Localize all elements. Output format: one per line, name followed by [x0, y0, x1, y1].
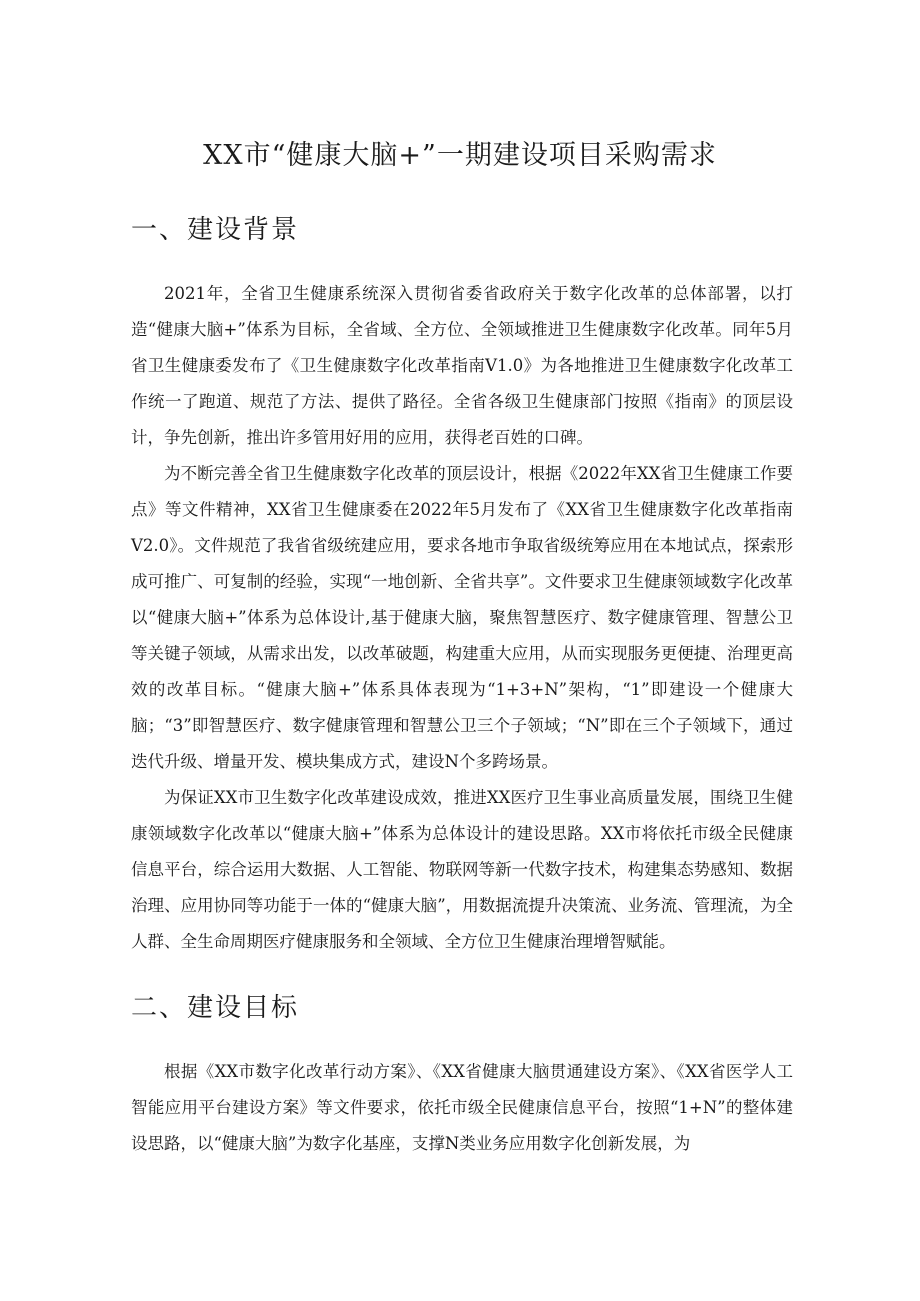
section-heading-goals: 二、建设目标 [131, 993, 300, 1023]
paragraph: 2021年，全省卫生健康系统深入贯彻省委省政府关于数字化改革的总体部署，以打造“健康大脑+”体系为目标，全省域、全方位、全领域推进卫生健康数字化改革。同年5月省卫生健康委发布了《卫生健康数字化改革指南V1.0》为各地推进卫生健康数字化改革工作统一了跑道、规范了方法、提供了路径。全省各级卫生健康部门按照《指南》的顶层设计，争先创新，推出许多管用好用的应用，获得老百姓的口碑。 [131, 284, 793, 447]
section-body-goals [131, 1054, 793, 1162]
section-heading-background: 一、建设背景 [131, 215, 300, 245]
section-body-background [131, 276, 793, 960]
document-title: XX市“健康大脑+”一期建设项目采购需求 [203, 140, 717, 171]
paragraph: 根据《XX市数字化改革行动方案》、《XX省健康大脑贯通建设方案》、《XX省医学人工智能应用平台建设方案》等文件要求，依托市级全民健康信息平台，按照“1+N”的整体建设思路，以“健康大脑”为数字化基座，支撑N类业务应用数字化创新发展，为 [131, 1062, 793, 1153]
paragraph: 为保证XX市卫生数字化改革建设成效，推进XX医疗卫生事业高质量发展，围绕卫生健康领域数字化改革以“健康大脑+”体系为总体设计的建设思路。XX市将依托市级全民健康信息平台，综合运用大数据、人工智能、物联网等新一代数字技术，构建集态势感知、数据治理、应用协同等功能于一体的“健康大脑”，用数据流提升决策流、业务流、管理流，为全人群、全生命周期医疗健康服务和全领域、全方位卫生健康治理增智赋能。 [131, 788, 793, 951]
paragraph: 为不断完善全省卫生健康数字化改革的顶层设计，根据《2022年XX省卫生健康工作要点》等文件精神，XX省卫生健康委在2022年5月发布了《XX省卫生健康数字化改革指南V2.0》。文件规范了我省省级统建应用，要求各地市争取省级统筹应用在本地试点，探索形成可推广、可复制的经验，实现“一地创新、全省共享”。文件要求卫生健康领域数字化改革以“健康大脑+”体系为总体设计,基于健康大脑，聚焦智慧医疗、数字健康管理、智慧公卫等关键子领域，从需求出发，以改革破题，构建重大应用，从而实现服务更便捷、治理更高效的改革目标。“健康大脑+”体系具体表现为“1+3+N”架构，“1”即建设一个健康大脑；“3”即智慧医疗、数字健康管理和智慧公卫三个子领域；“N”即在三个子领域下，通过迭代升级、增量开发、模块集成方式，建设N个多跨场景。 [131, 464, 793, 771]
